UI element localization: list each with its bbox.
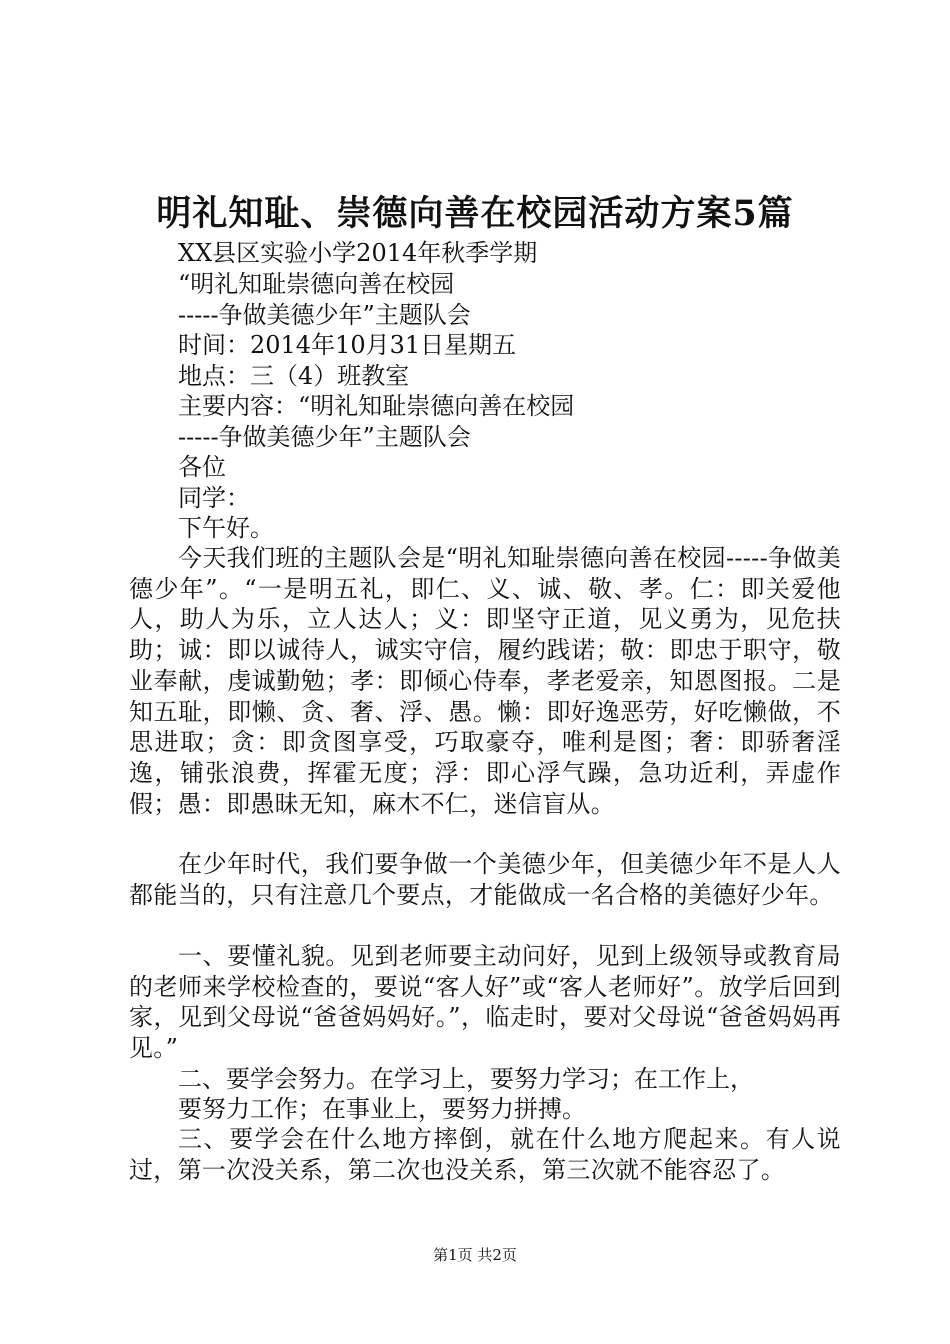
body-paragraph-point-3: 三、要学会在什么地方摔倒，就在什么地方爬起来。有人说过，第一次没关系，第二次也没关系，第三次就不能容忍了。	[129, 1125, 841, 1184]
document-title: 明礼知耻、崇德向善在校园活动方案5篇	[156, 193, 794, 234]
body-paragraph-intro: 今天我们班的主题队会是“明礼知耻崇德向善在校园-----争做美德少年”。“一是明五礼，即仁、义、诚、敬、孝。仁：即关爱他人，助人为乐，立人达人；义：即坚守正道，见义勇为，见危扶助；诚：即以诚待人，诚实守信，履约践诺；敬：即忠于职守，敬业奉献，虔诚勤勉；孝：即倾心侍奉，孝老爱亲，知恩图报。二是知五耻，即懒、贪、奢、浮、愚。懒：即好逸恶劳，好吃懒做，不思进取；贪：即贪图享受，巧取豪夺，唯利是图；奢：即骄奢淫逸，铺张浪费，挥霍无度；浮：即心浮气躁，急功近利，弄虚作假；愚：即愚昧无知，麻木不仁，迷信盲从。	[129, 544, 841, 818]
greeting-line-3: 下午好。	[178, 514, 274, 542]
header-line-place: 地点：三（4）班教室	[178, 362, 410, 390]
body-paragraph-youth: 在少年时代，我们要争做一个美德少年，但美德少年不是人人都能当的，只有注意几个要点，才能做成一名合格的美德好少年。	[129, 850, 841, 909]
header-line-theme-2: -----争做美德少年”主题队会	[178, 301, 471, 329]
header-line-school: XX县区实验小学2014年秋季学期	[178, 239, 538, 267]
greeting-line-1: 各位	[178, 453, 226, 481]
page-footer: 第1页 共2页	[433, 1246, 517, 1264]
greeting-line-2: 同学：	[178, 484, 250, 512]
header-line-time: 时间：2014年10月31日星期五	[178, 331, 517, 359]
header-line-theme-1: “明礼知耻崇德向善在校园	[178, 270, 455, 298]
header-line-content-2: -----争做美德少年”主题队会	[178, 423, 471, 451]
header-line-content-1: 主要内容：“明礼知耻崇德向善在校园	[178, 392, 575, 420]
body-paragraph-point-1: 一、要懂礼貌。见到老师要主动问好，见到上级领导或教育局的老师来学校检查的，要说“客人好”或“客人老师好”。放学后回到家，见到父母说“爸爸妈妈好。”，临走时，要对父母说“爸爸妈妈再见。”	[129, 942, 841, 1063]
body-line-point-2a: 二、要学会努力。在学习上，要努力学习；在工作上，	[178, 1065, 754, 1093]
body-line-point-2b: 要努力工作；在事业上，要努力拼搏。	[178, 1095, 586, 1123]
